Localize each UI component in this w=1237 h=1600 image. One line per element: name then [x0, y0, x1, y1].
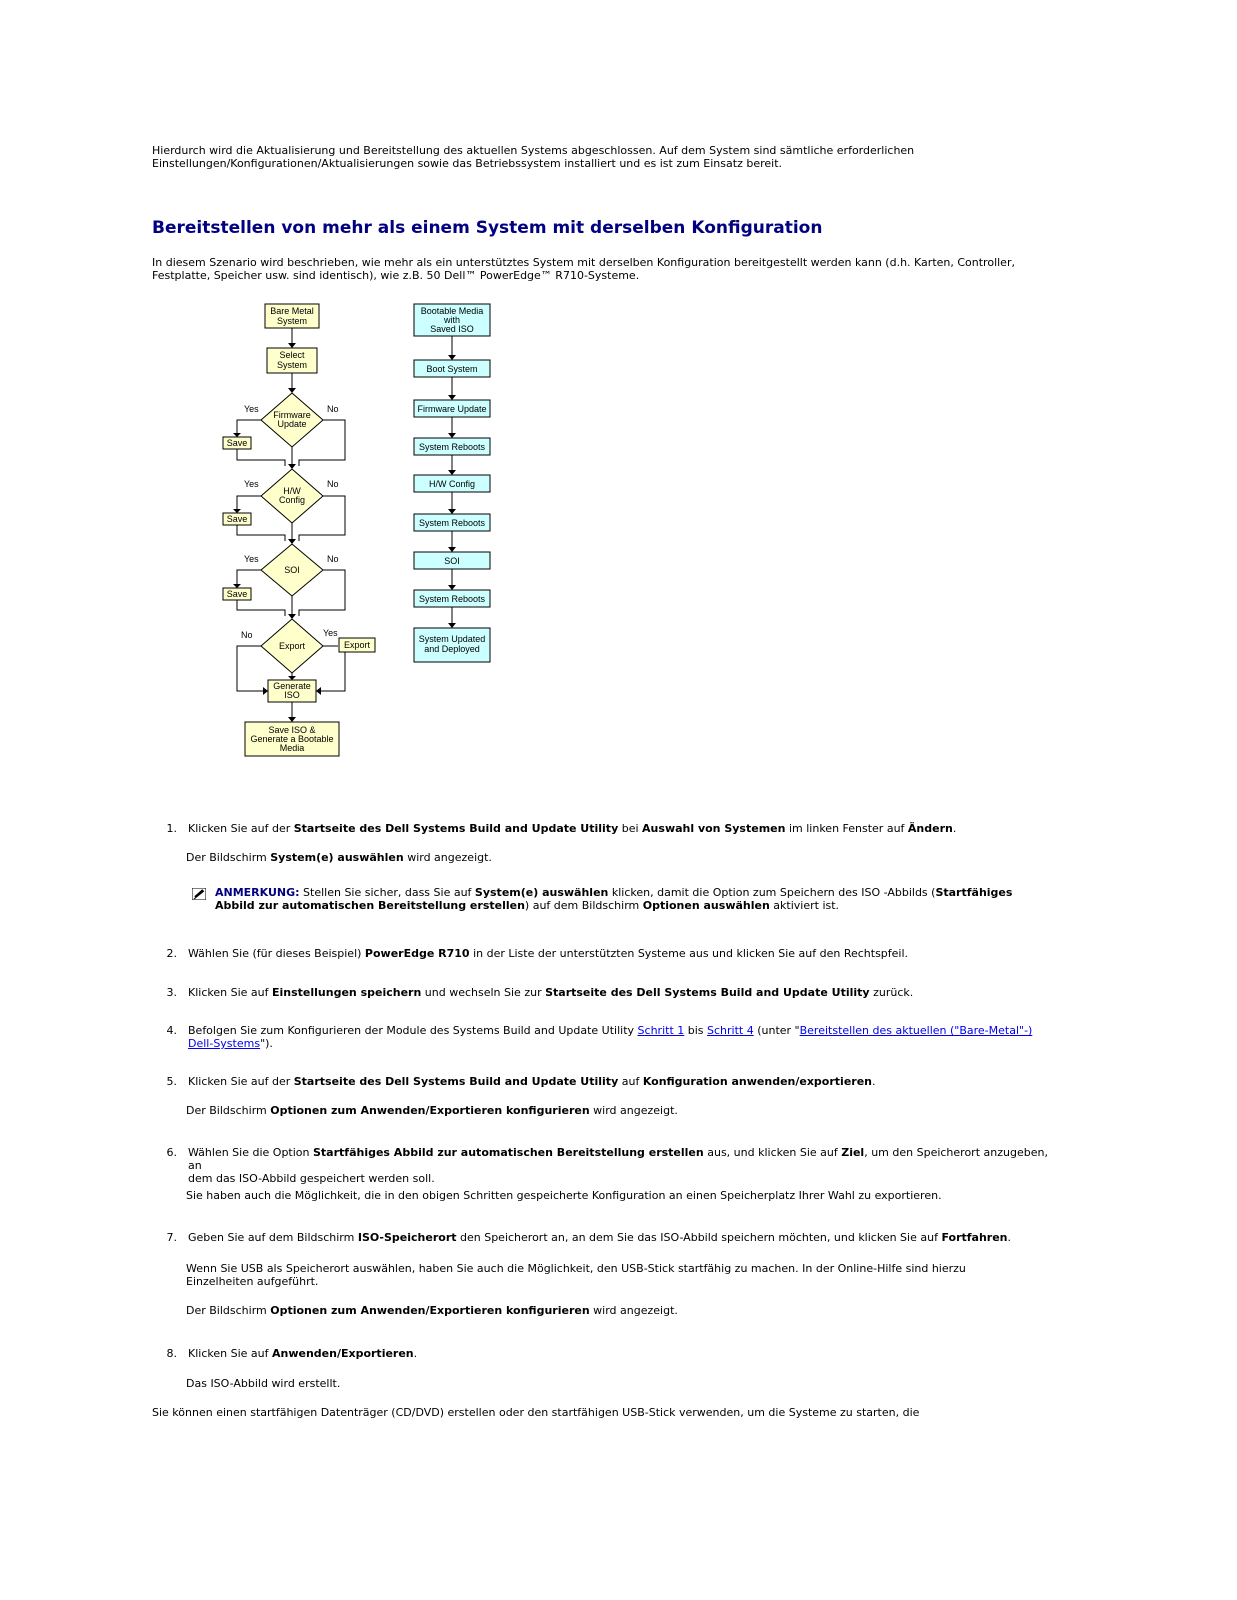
hw-label-1: H/W	[283, 486, 301, 496]
saveiso-label-1: Save ISO &	[268, 725, 316, 735]
export-box-label: Export	[343, 640, 371, 650]
system-reboots-label-1: System Reboots	[418, 442, 486, 452]
bootable-label-3: Saved ISO	[430, 324, 474, 334]
link-bare-metal-deploy-cont[interactable]: Dell-Systems	[188, 1037, 261, 1050]
intro-paragraph	[152, 144, 1062, 170]
step-text: Wählen Sie (für dieses Beispiel) PowerEdge R710 in der Liste der unterstützten Systeme aus und klicken Sie auf den Rechtspfeil.	[188, 947, 909, 960]
hw-label-2: Config	[278, 495, 306, 505]
fw-no: No	[327, 404, 339, 414]
hw-yes: Yes	[244, 479, 259, 489]
step-number: 8.	[166, 1347, 177, 1360]
bootable-label-1: Bootable Media	[420, 306, 484, 316]
step-number: 4.	[166, 1024, 177, 1037]
step-text: Befolgen Sie zum Konfigurieren der Module des Systems Build and Update Utility Schritt 1 bis Schritt 4 (unter "Bereitstellen des aktuellen ("Bare-Metal"-) Dell-Systems").	[188, 1024, 1033, 1050]
section-title: Bereitstellen von mehr als einem System mit derselben Konfiguration	[152, 218, 823, 238]
fw-label-2: Update	[277, 419, 307, 429]
link-bare-metal-deploy[interactable]: Bereitstellen des aktuellen ("Bare-Metal"-)	[799, 1024, 1033, 1037]
fw-yes: Yes	[244, 404, 259, 414]
saveiso-label-2: Generate a Bootable	[250, 734, 334, 744]
updated-label-2: and Deployed	[424, 644, 480, 654]
updated-label-1: System Updated	[418, 634, 486, 644]
hw-save-label: Save	[226, 514, 248, 524]
soi-label: SOI	[284, 565, 300, 575]
deployment-flowchart	[215, 296, 505, 766]
export-yes: Yes	[323, 628, 338, 638]
export-no: No	[241, 630, 253, 640]
select-label-1: Select	[279, 350, 305, 360]
soi-yes: Yes	[244, 554, 259, 564]
saveiso-label-3: Media	[279, 743, 305, 753]
select-label-2: System	[276, 360, 308, 370]
flowchart-svg	[215, 296, 505, 766]
intro-line-1: Hierdurch wird die Aktualisierung und Bereitstellung des aktuellen Systems abgeschlossen. Auf dem System sind sämtliche erforderlichen	[152, 144, 915, 157]
soi-save-label: Save	[226, 589, 248, 599]
step-8-result: Das ISO-Abbild wird erstellt.	[186, 1377, 341, 1390]
bare-metal-label-2: System	[276, 316, 308, 326]
fw-save-label: Save	[226, 438, 248, 448]
step-1-result: Der Bildschirm System(e) auswählen wird angezeigt.	[186, 851, 492, 864]
fw-label-1: Firmware	[273, 410, 311, 420]
link-schritt-1[interactable]: Schritt 1	[637, 1024, 685, 1037]
boot-system-label: Boot System	[426, 364, 478, 374]
closing-paragraph: Sie können einen startfähigen Datenträger (CD/DVD) erstellen oder den startfähigen USB-Stick verwenden, um die Systeme zu starten, die	[152, 1406, 920, 1419]
step-7-result: Der Bildschirm Optionen zum Anwenden/Exportieren konfigurieren wird angezeigt.	[186, 1304, 678, 1317]
step-number: 2.	[166, 947, 177, 960]
soi-box-label: SOI	[444, 556, 460, 566]
step-text: Geben Sie auf dem Bildschirm ISO-Speicherort den Speicherort an, an dem Sie das ISO-Abbild speichern möchten, und klicken Sie auf Fortfahren.	[188, 1231, 1012, 1244]
step-5-result: Der Bildschirm Optionen zum Anwenden/Exportieren konfigurieren wird angezeigt.	[186, 1104, 678, 1117]
link-schritt-4[interactable]: Schritt 4	[707, 1024, 754, 1037]
generate-label-1: Generate	[273, 681, 311, 691]
step-7-usb-note: Wenn Sie USB als Speicherort auswählen, haben Sie auch die Möglichkeit, den USB-Stick startfähig zu machen. In der Online-Hilfe sind hierzu Einzelheiten aufgeführt.	[186, 1262, 966, 1288]
step-text: Klicken Sie auf der Startseite des Dell Systems Build and Update Utility bei Auswahl von Systemen im linken Fenster auf Ändern.	[188, 822, 957, 835]
export-label: Export	[278, 641, 306, 651]
step-number: 1.	[166, 822, 177, 835]
section-desc-line-1: In diesem Szenario wird beschrieben, wie mehr als ein unterstütztes System mit derselben Konfiguration bereitgestellt werden kann (d.h. Karten, Controller,	[152, 256, 1015, 269]
section-desc-line-2: Festplatte, Speicher usw. sind identisch), wie z.B. 50 Dell™ PowerEdge™ R710-Systeme.	[152, 269, 640, 282]
note-text: ANMERKUNG: Stellen Sie sicher, dass Sie auf System(e) auswählen klicken, damit die Option zum Speichern des ISO -Abbilds (Startfähiges Abbild zur automatischen Bereitstellung erstellen) auf dem Bildschirm Optionen auswählen aktiviert ist.	[215, 886, 1013, 912]
system-reboots-label-3: System Reboots	[418, 594, 486, 604]
step-text: Wählen Sie die Option Startfähiges Abbild zur automatischen Bereitstellung erstellen aus, und klicken Sie auf Ziel, um den Speicherort anzugeben, an dem das ISO-Abbild gespeichert werden soll.	[188, 1146, 1048, 1185]
firmware-update-label: Firmware Update	[417, 404, 487, 414]
soi-no: No	[327, 554, 339, 564]
step-number: 5.	[166, 1075, 177, 1088]
hw-config-label: H/W Config	[428, 479, 476, 489]
step-number: 7.	[166, 1231, 177, 1244]
hw-no: No	[327, 479, 339, 489]
step-text: Klicken Sie auf der Startseite des Dell Systems Build and Update Utility auf Konfiguration anwenden/exportieren.	[188, 1075, 876, 1088]
generate-label-2: ISO	[284, 690, 300, 700]
note-pencil-icon	[192, 888, 206, 900]
step-text: Klicken Sie auf Einstellungen speichern und wechseln Sie zur Startseite des Dell Systems Build and Update Utility zurück.	[188, 986, 914, 999]
step-text: Klicken Sie auf Anwenden/Exportieren.	[188, 1347, 418, 1360]
step-number: 3.	[166, 986, 177, 999]
step-6-note: Sie haben auch die Möglichkeit, die in den obigen Schritten gespeicherte Konfiguration an einen Speicherplatz Ihrer Wahl zu exportieren.	[186, 1189, 942, 1202]
bare-metal-label-1: Bare Metal	[270, 306, 314, 316]
intro-line-2: Einstellungen/Konfigurationen/Aktualisierungen sowie das Betriebssystem installiert und es ist zum Einsatz bereit.	[152, 157, 783, 170]
bootable-label-2: with	[443, 315, 461, 325]
step-number: 6.	[166, 1146, 177, 1159]
section-description	[152, 256, 1062, 282]
system-reboots-label-2: System Reboots	[418, 518, 486, 528]
